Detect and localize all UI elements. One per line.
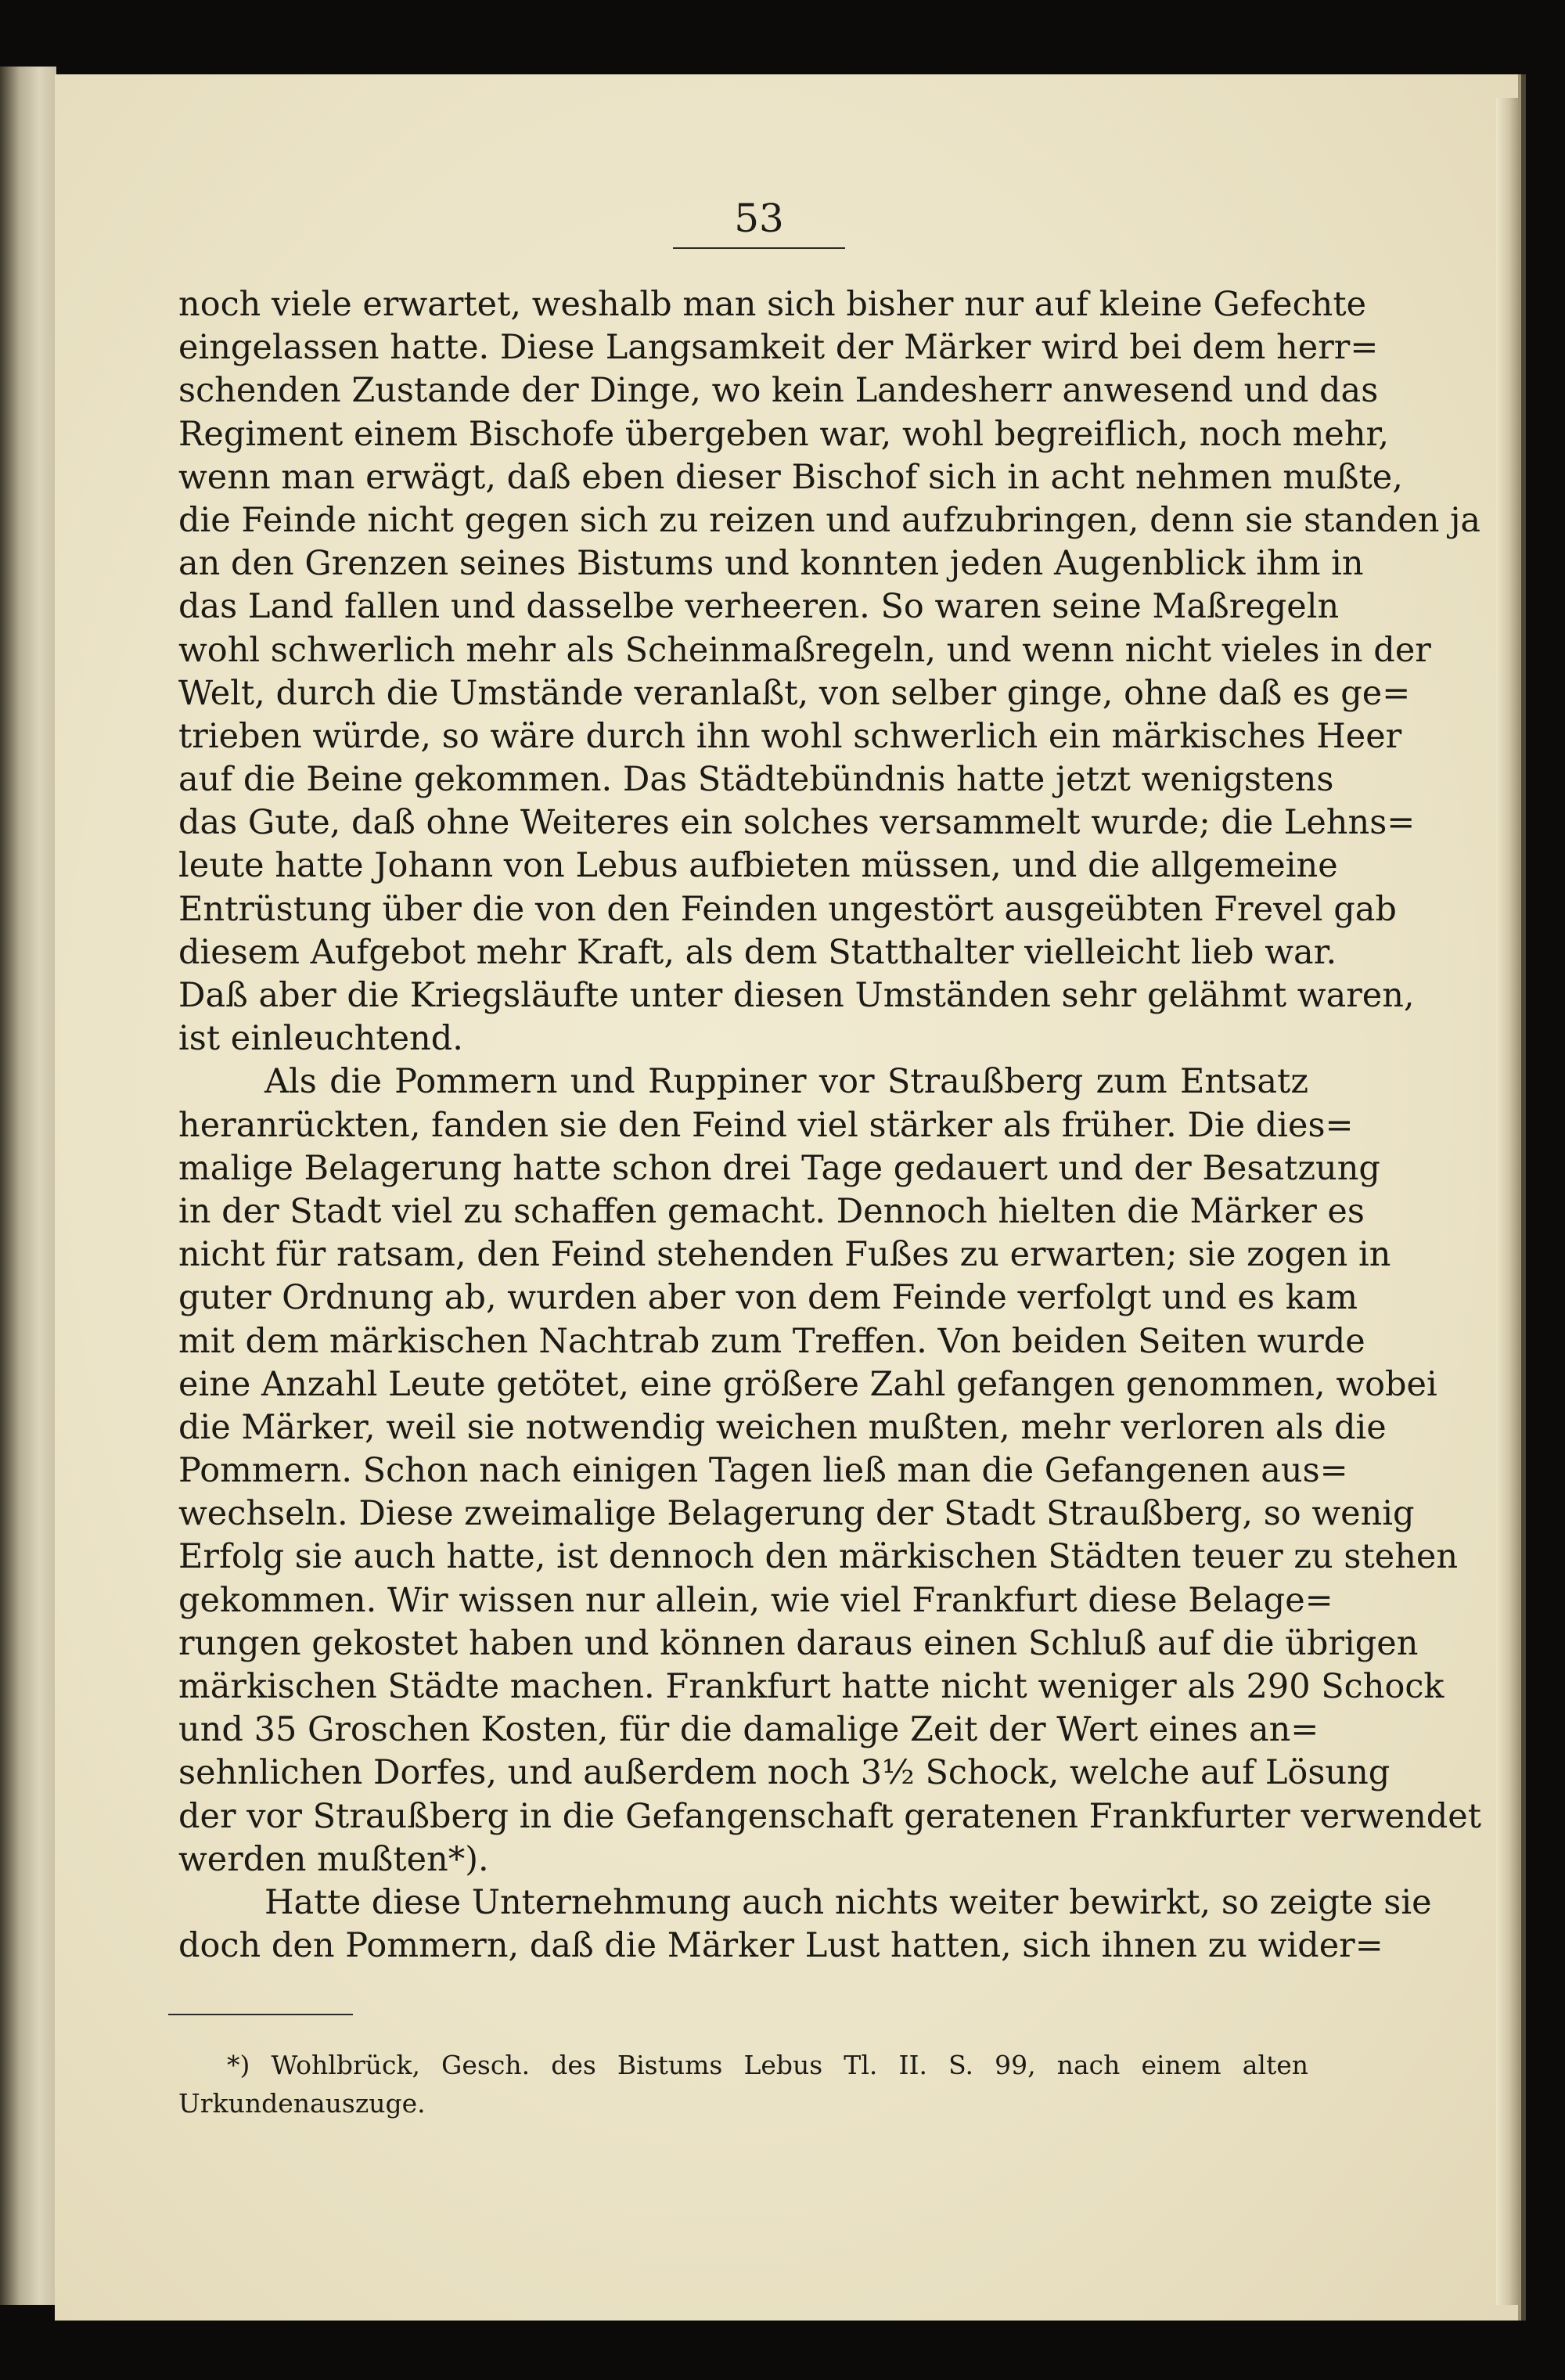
- text-line: der vor Straußberg in die Gefangenschaft geratenen Frankfurter verwendet: [178, 1796, 1482, 1836]
- text-line: eine Anzahl Leute getötet, eine größere Zahl gefangen genommen, wobei: [178, 1364, 1437, 1404]
- text-line: wechseln. Diese zweimalige Belagerung der Stadt Straußberg, so wenig: [178, 1494, 1415, 1534]
- footnote: [178, 2046, 1308, 2123]
- text-line: doch den Pommern, daß die Märker Lust hatten, sich ihnen zu wider=: [178, 1926, 1383, 1966]
- text-line: das Land fallen und dasselbe verheeren. So waren seine Maßregeln: [178, 587, 1340, 627]
- text-line: leute hatte Johann von Lebus aufbieten müssen, und die allgemeine: [178, 846, 1338, 886]
- paragraph-end-line: ist einleuchtend.: [178, 1019, 463, 1059]
- text-line: Erfolg sie auch hatte, ist dennoch den märkischen Städten teuer zu stehen: [178, 1537, 1459, 1577]
- text-line: Entrüstung über die von den Feinden ungestört ausgeübten Frevel gab: [178, 889, 1397, 929]
- text-line: und 35 Groschen Kosten, für die damalige Zeit der Wert eines an=: [178, 1710, 1319, 1750]
- text-line: wenn man erwägt, daß eben dieser Bischof sich in acht nehmen mußte,: [178, 457, 1403, 497]
- text-line: gekommen. Wir wissen nur allein, wie viel Frankfurt diese Belage=: [178, 1580, 1333, 1620]
- text-line: Welt, durch die Umstände veranlaßt, von selber ginge, ohne daß es ge=: [178, 673, 1411, 713]
- text-line: heranrückten, fanden sie den Feind viel stärker als früher. Die dies=: [178, 1105, 1354, 1145]
- text-line: auf die Beine gekommen. Das Städtebündnis hatte jetzt wenigstens: [178, 760, 1334, 800]
- text-line: diesem Aufgebot mehr Kraft, als dem Statthalter vielleicht lieb war.: [178, 932, 1337, 972]
- text-line: trieben würde, so wäre durch ihn wohl schwerlich ein märkisches Heer: [178, 716, 1402, 756]
- text-line: die Märker, weil sie notwendig weichen mußten, mehr verloren als die: [178, 1407, 1387, 1447]
- text-line: das Gute, daß ohne Weiteres ein solches versammelt wurde; die Lehns=: [178, 803, 1416, 843]
- text-line: sehnlichen Dorfes, und außerdem noch 3½ Schock, welche auf Lösung: [178, 1753, 1391, 1793]
- page-edge-shadow: [1496, 98, 1518, 2305]
- text-line: Regiment einem Bischofe übergeben war, wohl begreiflich, noch mehr,: [178, 414, 1390, 454]
- text-line: märkischen Städte machen. Frankfurt hatte nicht weniger als 290 Schock: [178, 1667, 1444, 1706]
- text-line: wohl schwerlich mehr als Scheinmaßregeln, und wenn nicht vieles in der: [178, 630, 1431, 670]
- footnote-line: Urkundenauszuge.: [178, 2088, 426, 2119]
- text-line: schenden Zustande der Dinge, wo kein Landesherr anwesend und das: [178, 371, 1379, 411]
- text-line: in der Stadt viel zu schaffen gemacht. Dennoch hielten die Märker es: [178, 1191, 1365, 1231]
- text-line: die Feinde nicht gegen sich zu reizen und aufzubringen, denn sie standen ja: [178, 500, 1481, 540]
- text-line: eingelassen hatte. Diese Langsamkeit der Märker wird bei dem herr=: [178, 328, 1379, 368]
- footnote-line: *) Wohlbrück, Gesch. des Bistums Lebus Tl. II. S. 99, nach einem alten: [227, 2050, 1308, 2080]
- footnote-rule: [168, 2014, 353, 2015]
- text-line: malige Belagerung hatte schon drei Tage gedauert und der Besatzung: [178, 1148, 1380, 1188]
- paragraph-start-line: Als die Pommern und Ruppiner vor Straußberg zum Entsatz: [264, 1062, 1308, 1102]
- text-line: nicht für ratsam, den Feind stehenden Fußes zu erwarten; sie zogen in: [178, 1235, 1391, 1275]
- text-line: mit dem märkischen Nachtrab zum Treffen. Von beiden Seiten wurde: [178, 1321, 1365, 1361]
- text-line: Pommern. Schon nach einigen Tagen ließ man die Gefangenen aus=: [178, 1451, 1348, 1491]
- page-number: 53: [734, 196, 784, 241]
- book-spine-edge: [0, 67, 56, 2305]
- text-line: guter Ordnung ab, wurden aber von dem Feinde verfolgt und es kam: [178, 1278, 1358, 1318]
- page-number-rule: [673, 247, 845, 249]
- text-line: an den Grenzen seines Bistums und konnten jeden Augenblick ihm in: [178, 544, 1364, 584]
- text-line: Daß aber die Kriegsläufte unter diesen Umständen sehr gelähmt waren,: [178, 976, 1415, 1015]
- text-line: noch viele erwartet, weshalb man sich bisher nur auf kleine Gefechte: [178, 285, 1367, 324]
- body-text: [178, 283, 1482, 1968]
- paragraph-end-line: werden mußten*).: [178, 1839, 489, 1879]
- text-line: rungen gekostet haben und können daraus einen Schluß auf die übrigen: [178, 1623, 1419, 1663]
- paragraph-start-line: Hatte diese Unternehmung auch nichts weiter bewirkt, so zeigte sie: [264, 1882, 1432, 1922]
